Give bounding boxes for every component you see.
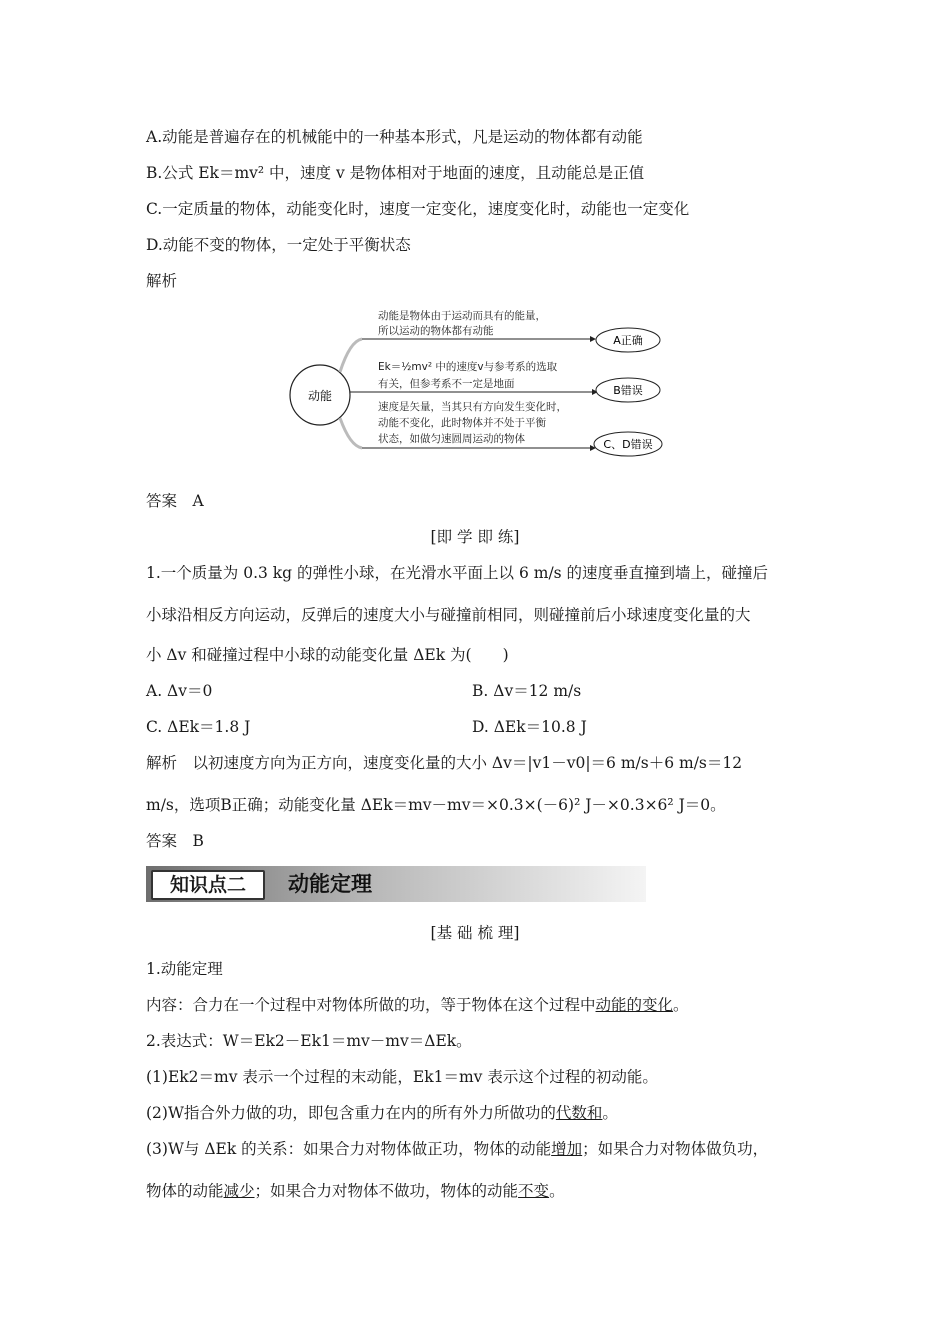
answer-1: 答案 A (146, 492, 204, 510)
option-c: C.一定质量的物体，动能变化时，速度一定变化，速度变化时，动能也一定变化 (146, 200, 690, 218)
analysis-label: 解析 (146, 272, 178, 290)
question-1-line-2: 小球沿相反方向运动，反弹后的速度大小与碰撞前相同，则碰撞前后小球速度变化量的大 (146, 606, 751, 624)
result-b: B错误 (613, 384, 643, 397)
theory-7: 物体的动能减少；如果合力对物体不做功，物体的动能不变。 (146, 1182, 565, 1200)
branch-b-text-2: 有关，但参考系不一定是地面 (378, 378, 515, 390)
question-1-line-1: 1.一个质量为 0.3 kg 的弹性小球，在光滑水平面上以 6 m/s 的速度垂直撞到墙上，碰撞后 (146, 564, 769, 582)
kinetic-energy-diagram (288, 306, 668, 464)
underline-answer: 减少 (223, 1182, 255, 1200)
theory-4: (1)Ek2＝mv 表示一个过程的末动能，Ek1＝mv 表示这个过程的初动能。 (146, 1068, 658, 1086)
theory-5: (2)W指合外力做的功，即包含重力在内的所有外力所做功的代数和。 (146, 1104, 618, 1122)
q1-option-d: D. ΔEk＝10.8 J (472, 718, 587, 736)
basic-header: [基 础 梳 理] (430, 924, 520, 942)
section-banner (146, 866, 646, 902)
option-d: D.动能不变的物体，一定处于平衡状态 (146, 236, 411, 254)
branch-b-text-1: Ek＝½mv² 中的速度v与参考系的选取 (378, 361, 558, 373)
underline-answer: 代数和 (555, 1104, 603, 1122)
analysis-2-line-1: 解析 以初速度方向为正方向，速度变化量的大小 Δv＝|v1－v0|＝6 m/s＋6 m/s＝12 (146, 754, 743, 772)
branch-a-text-2: 所以运动的物体都有动能 (378, 325, 494, 337)
practice-header: [即 学 即 练] (430, 528, 520, 546)
question-1-line-3: 小 Δv 和碰撞过程中小球的动能变化量 ΔEk 为( ) (146, 646, 509, 664)
section-banner-title: 动能定理 (288, 872, 372, 896)
option-b: B.公式 Ek＝mv² 中，速度 v 是物体相对于地面的速度，且动能总是正值 (146, 164, 645, 182)
underline-answer: 增加 (551, 1140, 583, 1158)
branch-cd-text-1: 速度是矢量，当其只有方向发生变化时， (378, 401, 567, 413)
q1-option-b: B. Δv＝12 m/s (472, 682, 582, 700)
underline-answer: 动能的变化 (595, 996, 674, 1014)
q1-option-c: C. ΔEk＝1.8 J (146, 718, 251, 736)
branch-cd-text-3: 状态，如做匀速圆周运动的物体 (378, 433, 525, 445)
theory-2: 内容：合力在一个过程中对物体所做的功，等于物体在这个过程中动能的变化。 (146, 996, 689, 1014)
result-a: A正确 (613, 334, 643, 347)
q1-option-a: A. Δv＝0 (146, 682, 213, 700)
theory-6: (3)W与 ΔEk 的关系：如果合力对物体做正功，物体的动能增加；如果合力对物体做负功， (146, 1140, 769, 1158)
theory-1: 1.动能定理 (146, 960, 223, 978)
option-a: A.动能是普遍存在的机械能中的一种基本形式，凡是运动的物体都有动能 (146, 128, 643, 146)
analysis-2-line-2: m/s，选项B正确；动能变化量 ΔEk＝mv－mv＝×0.3×(－6)² J－×0.3×6² J＝0。 (146, 796, 726, 814)
answer-2: 答案 B (146, 832, 204, 850)
theory-3: 2.表达式：W＝Ek2－Ek1＝mv－mv＝ΔEk。 (146, 1032, 472, 1050)
branch-cd-text-2: 动能不变化，此时物体并不处于平衡 (378, 417, 546, 429)
underline-answer: 不变 (518, 1182, 550, 1200)
section-banner-box: 知识点二 (151, 870, 265, 900)
branch-a-text-1: 动能是物体由于运动而具有的能量， (378, 310, 546, 322)
result-cd: C、D错误 (603, 438, 653, 451)
diagram-center-label: 动能 (307, 389, 333, 403)
